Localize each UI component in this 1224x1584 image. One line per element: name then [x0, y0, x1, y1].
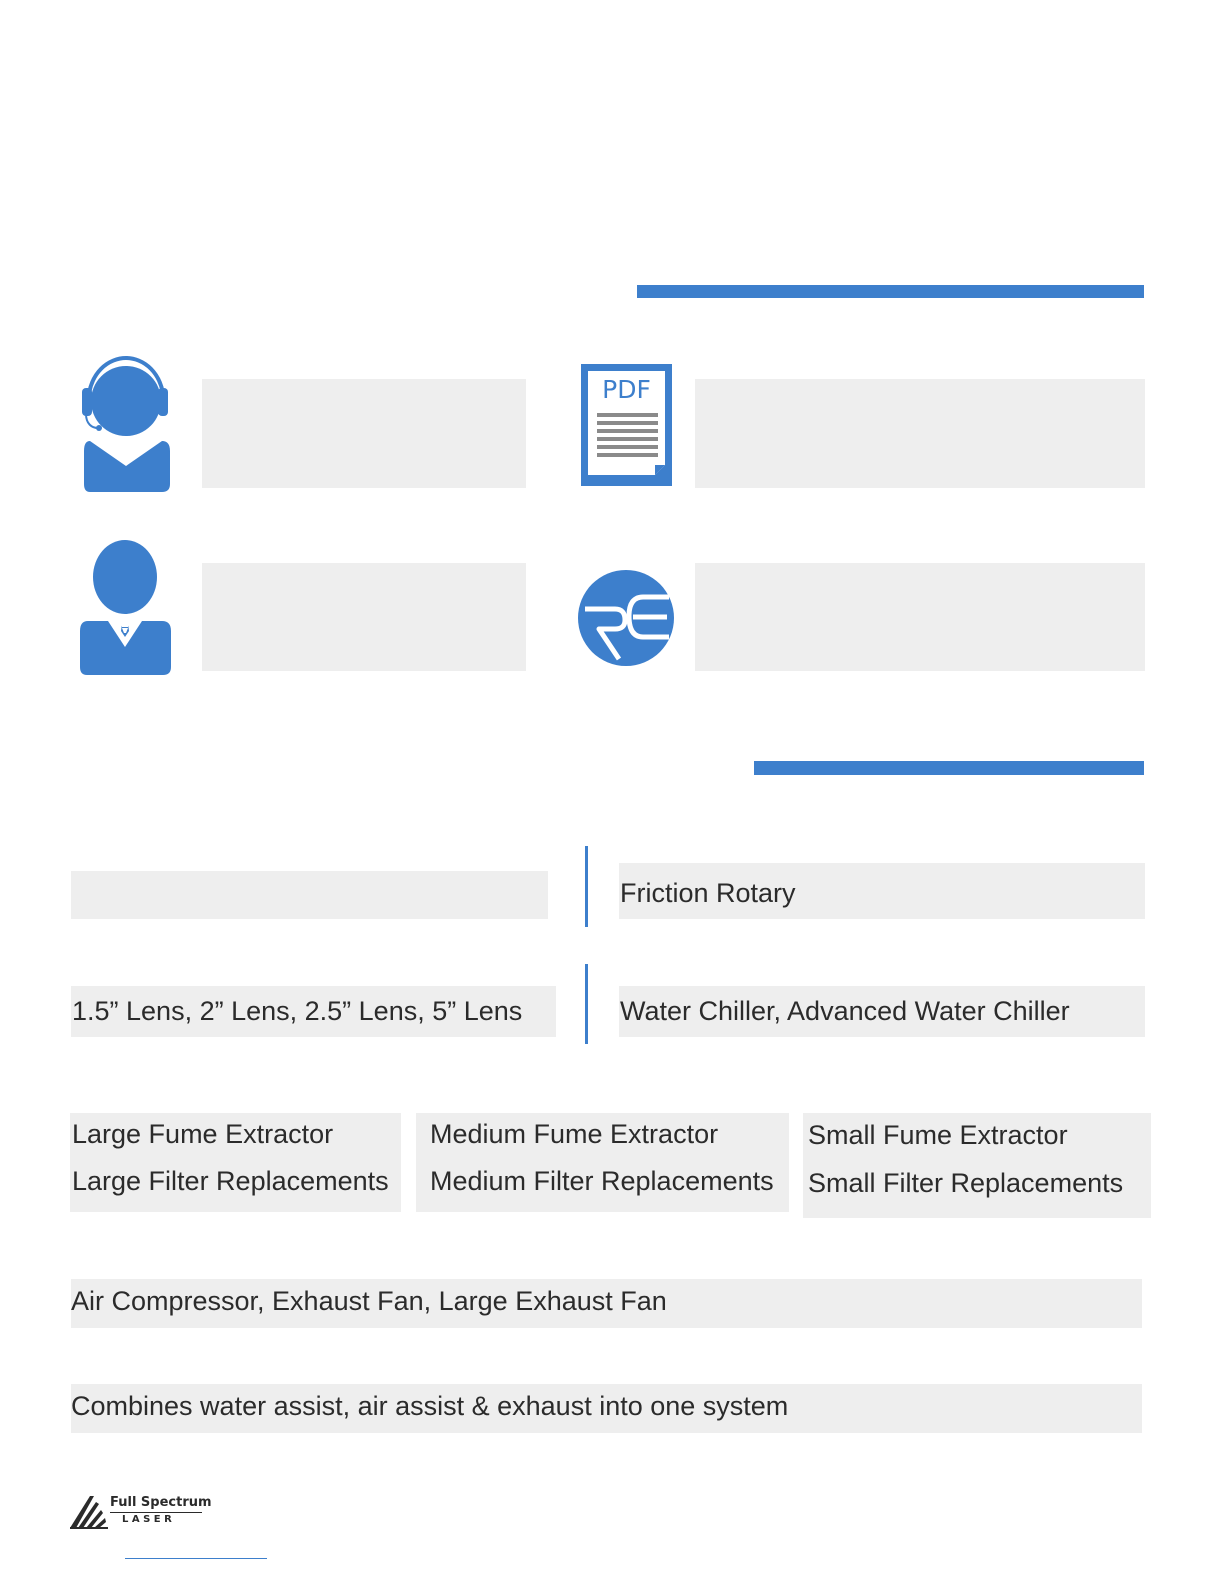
accessory-divider-1	[585, 846, 588, 927]
fsl-logo-rule	[110, 1512, 202, 1513]
documentation-box	[695, 379, 1145, 488]
pdf-icon-label: PDF	[602, 375, 651, 404]
fsl-brand-line1: Full Spectrum	[110, 1495, 212, 1510]
lenses-text: 1.5” Lens, 2” Lens, 2.5” Lens, 5” Lens	[72, 996, 523, 1026]
fume-large-extractor: Large Fume Extractor	[72, 1119, 334, 1149]
support-contact-box	[202, 379, 526, 488]
sales-person-icon	[78, 539, 173, 677]
re-logo-icon	[577, 569, 675, 667]
fume-small-extractor: Small Fume Extractor	[808, 1120, 1068, 1150]
accessory-box-blank	[71, 871, 548, 919]
fume-medium-filters: Medium Filter Replacements	[430, 1166, 774, 1196]
accessory-divider-2	[585, 964, 588, 1044]
air-text: Air Compressor, Exhaust Fan, Large Exhaust Fan	[71, 1286, 667, 1316]
rotary-text: Friction Rotary	[620, 878, 796, 908]
resources-box	[695, 563, 1145, 671]
fume-small-filters: Small Filter Replacements	[808, 1168, 1124, 1198]
combo-text: Combines water assist, air assist & exhaust into one system	[71, 1391, 789, 1421]
fume-large-filters: Large Filter Replacements	[72, 1166, 389, 1196]
section-divider-bar-support	[637, 285, 1144, 298]
sales-contact-box	[202, 563, 526, 671]
fume-medium-extractor: Medium Fume Extractor	[430, 1119, 719, 1149]
chillers-text: Water Chiller, Advanced Water Chiller	[620, 996, 1070, 1026]
support-headset-icon	[78, 356, 173, 494]
pdf-document-icon	[581, 364, 672, 486]
footer-link-underline	[125, 1558, 267, 1559]
fsl-logo-icon	[68, 1494, 212, 1530]
section-divider-bar-accessories	[754, 761, 1144, 775]
fsl-brand-line2: L A S E R	[122, 1514, 172, 1525]
